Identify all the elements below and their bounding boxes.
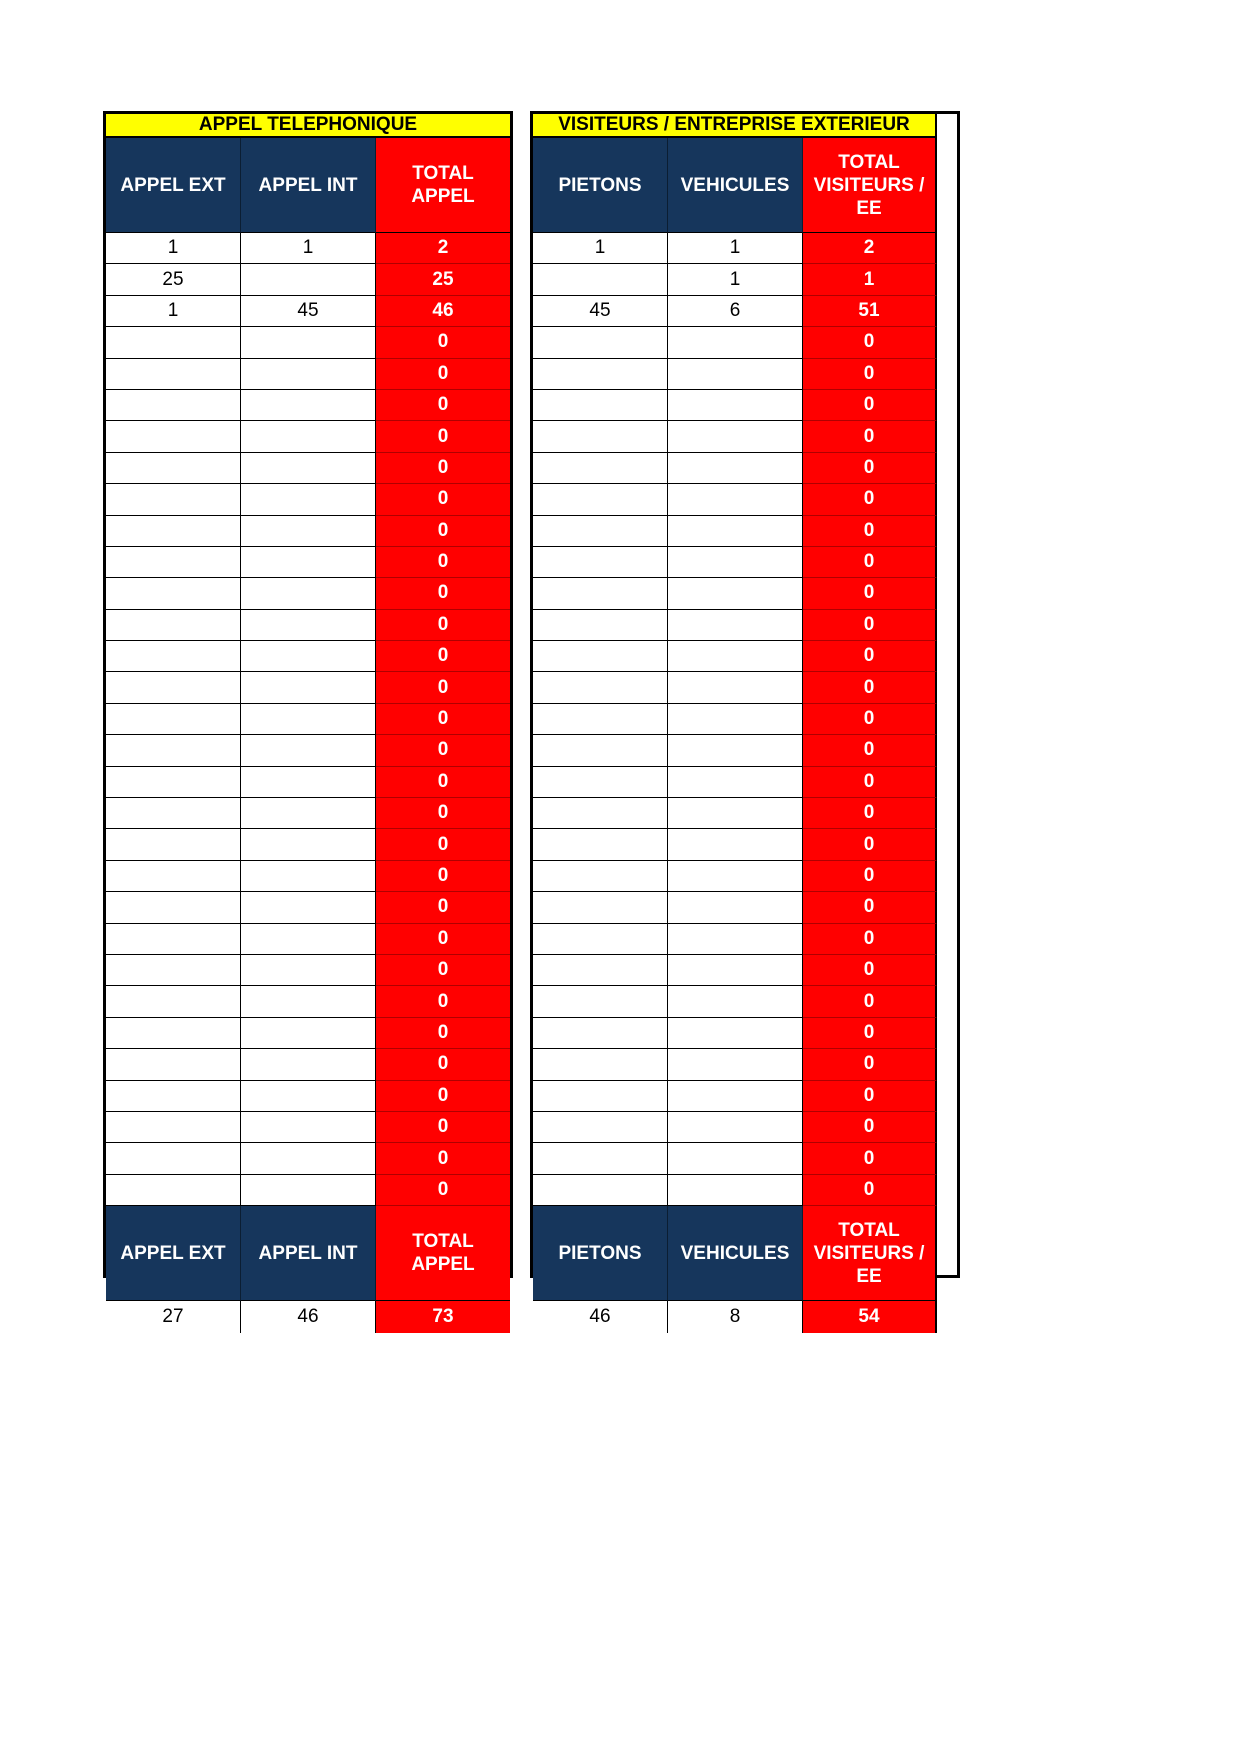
cell-total-visiteurs[interactable]: 0 xyxy=(803,798,937,829)
table-row xyxy=(106,986,510,1017)
cell-vehicules[interactable] xyxy=(668,892,803,923)
cell-appel-int[interactable] xyxy=(241,1081,376,1112)
cell-total-appel[interactable]: 0 xyxy=(376,986,510,1017)
visiteurs-totals-row xyxy=(533,1301,957,1333)
cell-pietons[interactable] xyxy=(533,516,668,547)
cell-total-appel[interactable]: 0 xyxy=(376,735,510,766)
appel-footer-header-row xyxy=(106,1206,510,1301)
header-appel-ext: APPEL EXT xyxy=(106,138,241,233)
table-row xyxy=(533,829,957,860)
cell-pietons[interactable] xyxy=(533,829,668,860)
visiteurs-table-title: VISITEURS / ENTREPRISE EXTERIEUR xyxy=(533,114,937,138)
total-appel-int[interactable]: 46 xyxy=(241,1301,376,1333)
table-row xyxy=(533,641,957,672)
cell-vehicules[interactable] xyxy=(668,327,803,358)
header-total-visiteurs: TOTAL VISITEURS / EE xyxy=(803,138,937,233)
cell-appel-int[interactable] xyxy=(241,798,376,829)
cell-total-appel[interactable]: 46 xyxy=(376,296,510,327)
cell-total-appel[interactable]: 0 xyxy=(376,421,510,452)
cell-total-visiteurs[interactable]: 0 xyxy=(803,421,937,452)
table-row xyxy=(106,892,510,923)
cell-appel-int[interactable] xyxy=(241,1049,376,1080)
cell-vehicules[interactable] xyxy=(668,484,803,515)
cell-appel-ext[interactable] xyxy=(106,610,241,641)
table-row xyxy=(106,547,510,578)
cell-vehicules[interactable] xyxy=(668,421,803,452)
cell-total-visiteurs[interactable]: 0 xyxy=(803,1081,937,1112)
table-row xyxy=(533,453,957,484)
table-row xyxy=(106,924,510,955)
cell-appel-ext[interactable] xyxy=(106,578,241,609)
table-row xyxy=(106,672,510,703)
cell-appel-int[interactable] xyxy=(241,390,376,421)
cell-total-appel[interactable]: 0 xyxy=(376,767,510,798)
cell-pietons[interactable] xyxy=(533,1081,668,1112)
cell-pietons[interactable] xyxy=(533,861,668,892)
cell-appel-ext[interactable] xyxy=(106,829,241,860)
table-row xyxy=(533,359,957,390)
cell-total-appel[interactable]: 0 xyxy=(376,672,510,703)
cell-total-visiteurs[interactable]: 51 xyxy=(803,296,937,327)
cell-vehicules[interactable] xyxy=(668,641,803,672)
table-row xyxy=(106,1049,510,1080)
cell-total-appel[interactable]: 0 xyxy=(376,892,510,923)
cell-appel-int[interactable] xyxy=(241,610,376,641)
total-appel-sum[interactable]: 73 xyxy=(376,1301,510,1333)
cell-total-appel[interactable]: 0 xyxy=(376,924,510,955)
cell-appel-ext[interactable] xyxy=(106,390,241,421)
cell-appel-ext[interactable]: 1 xyxy=(106,233,241,264)
table-row xyxy=(533,610,957,641)
cell-total-appel[interactable]: 0 xyxy=(376,327,510,358)
cell-pietons[interactable] xyxy=(533,704,668,735)
cell-total-visiteurs[interactable]: 0 xyxy=(803,453,937,484)
table-row xyxy=(106,453,510,484)
table-row xyxy=(106,578,510,609)
cell-pietons[interactable] xyxy=(533,986,668,1017)
appel-telephonique-table xyxy=(103,111,513,1328)
total-pietons[interactable]: 46 xyxy=(533,1301,668,1333)
cell-appel-int[interactable] xyxy=(241,1143,376,1174)
cell-total-appel[interactable]: 0 xyxy=(376,955,510,986)
cell-appel-int[interactable] xyxy=(241,516,376,547)
cell-appel-ext[interactable] xyxy=(106,924,241,955)
cell-appel-ext[interactable] xyxy=(106,861,241,892)
table-row xyxy=(533,421,957,452)
cell-appel-int[interactable] xyxy=(241,892,376,923)
table-row xyxy=(533,390,957,421)
table-row xyxy=(106,1018,510,1049)
cell-appel-ext[interactable] xyxy=(106,359,241,390)
cell-pietons[interactable] xyxy=(533,1112,668,1143)
cell-pietons[interactable] xyxy=(533,1018,668,1049)
cell-total-appel[interactable]: 0 xyxy=(376,1018,510,1049)
table-row xyxy=(106,484,510,515)
cell-total-visiteurs[interactable]: 0 xyxy=(803,641,937,672)
table-row xyxy=(106,1112,510,1143)
cell-total-appel[interactable]: 0 xyxy=(376,1143,510,1174)
table-row xyxy=(533,1018,957,1049)
cell-total-visiteurs[interactable]: 0 xyxy=(803,986,937,1017)
cell-vehicules[interactable]: 1 xyxy=(668,264,803,295)
cell-pietons[interactable] xyxy=(533,390,668,421)
cell-appel-int[interactable] xyxy=(241,359,376,390)
cell-appel-ext[interactable] xyxy=(106,1143,241,1174)
table-row xyxy=(533,1143,957,1174)
appel-table-title: APPEL TELEPHONIQUE xyxy=(106,114,510,138)
cell-total-visiteurs[interactable]: 0 xyxy=(803,704,937,735)
cell-total-visiteurs[interactable]: 0 xyxy=(803,610,937,641)
cell-appel-ext[interactable] xyxy=(106,516,241,547)
cell-total-appel[interactable]: 0 xyxy=(376,798,510,829)
cell-total-appel[interactable]: 0 xyxy=(376,578,510,609)
cell-appel-int[interactable] xyxy=(241,484,376,515)
cell-total-appel[interactable]: 0 xyxy=(376,1049,510,1080)
cell-appel-int[interactable] xyxy=(241,829,376,860)
cell-total-appel[interactable]: 0 xyxy=(376,829,510,860)
cell-vehicules[interactable] xyxy=(668,610,803,641)
cell-appel-ext[interactable] xyxy=(106,767,241,798)
cell-pietons[interactable] xyxy=(533,484,668,515)
cell-total-visiteurs[interactable]: 1 xyxy=(803,264,937,295)
table-row xyxy=(106,1175,510,1206)
footer-header-pietons: PIETONS xyxy=(533,1206,668,1301)
table-row xyxy=(106,421,510,452)
table-row xyxy=(533,1175,957,1206)
cell-vehicules[interactable] xyxy=(668,516,803,547)
header-appel-int: APPEL INT xyxy=(241,138,376,233)
cell-vehicules[interactable] xyxy=(668,1175,803,1206)
cell-total-visiteurs[interactable]: 0 xyxy=(803,547,937,578)
table-row xyxy=(106,390,510,421)
cell-appel-int[interactable] xyxy=(241,578,376,609)
appel-header-row xyxy=(106,138,510,233)
cell-appel-ext[interactable] xyxy=(106,986,241,1017)
table-row xyxy=(106,296,510,327)
cell-vehicules[interactable] xyxy=(668,798,803,829)
table-row xyxy=(533,547,957,578)
cell-appel-ext[interactable] xyxy=(106,955,241,986)
table-row xyxy=(106,610,510,641)
header-pietons: PIETONS xyxy=(533,138,668,233)
cell-vehicules[interactable] xyxy=(668,672,803,703)
cell-vehicules[interactable] xyxy=(668,735,803,766)
cell-total-appel[interactable]: 0 xyxy=(376,641,510,672)
cell-appel-int[interactable] xyxy=(241,547,376,578)
cell-vehicules[interactable] xyxy=(668,1081,803,1112)
cell-vehicules[interactable] xyxy=(668,359,803,390)
cell-appel-ext[interactable] xyxy=(106,798,241,829)
table-row xyxy=(533,798,957,829)
cell-vehicules[interactable] xyxy=(668,1143,803,1174)
cell-pietons[interactable] xyxy=(533,1049,668,1080)
cell-pietons[interactable] xyxy=(533,578,668,609)
cell-total-appel[interactable]: 0 xyxy=(376,359,510,390)
table-row xyxy=(533,672,957,703)
cell-pietons[interactable] xyxy=(533,264,668,295)
cell-total-appel[interactable]: 0 xyxy=(376,484,510,515)
cell-total-visiteurs[interactable]: 0 xyxy=(803,1175,937,1206)
cell-appel-int[interactable] xyxy=(241,1018,376,1049)
cell-vehicules[interactable] xyxy=(668,986,803,1017)
cell-total-visiteurs[interactable]: 0 xyxy=(803,1112,937,1143)
cell-total-visiteurs[interactable]: 2 xyxy=(803,233,937,264)
cell-vehicules[interactable] xyxy=(668,924,803,955)
table-row xyxy=(533,955,957,986)
total-visiteurs-sum[interactable]: 54 xyxy=(803,1301,937,1333)
table-row xyxy=(533,1049,957,1080)
table-row xyxy=(106,767,510,798)
cell-appel-int[interactable] xyxy=(241,924,376,955)
visiteurs-body xyxy=(533,233,957,1206)
table-row xyxy=(106,955,510,986)
table-row xyxy=(106,704,510,735)
cell-vehicules[interactable] xyxy=(668,578,803,609)
table-row xyxy=(106,1143,510,1174)
table-row xyxy=(106,861,510,892)
cell-appel-int[interactable] xyxy=(241,1112,376,1143)
cell-vehicules[interactable] xyxy=(668,861,803,892)
cell-vehicules[interactable] xyxy=(668,955,803,986)
cell-vehicules[interactable]: 1 xyxy=(668,233,803,264)
table-row xyxy=(106,641,510,672)
cell-total-appel[interactable]: 0 xyxy=(376,453,510,484)
cell-total-visiteurs[interactable]: 0 xyxy=(803,955,937,986)
table-row xyxy=(106,327,510,358)
table-row xyxy=(533,296,957,327)
cell-total-appel[interactable]: 2 xyxy=(376,233,510,264)
cell-total-visiteurs[interactable]: 0 xyxy=(803,1049,937,1080)
table-row xyxy=(106,233,510,264)
cell-total-appel[interactable]: 0 xyxy=(376,390,510,421)
cell-vehicules[interactable] xyxy=(668,390,803,421)
cell-total-visiteurs[interactable]: 0 xyxy=(803,578,937,609)
cell-pietons[interactable] xyxy=(533,798,668,829)
cell-appel-ext[interactable] xyxy=(106,1049,241,1080)
cell-pietons[interactable] xyxy=(533,547,668,578)
cell-pietons[interactable] xyxy=(533,892,668,923)
table-row xyxy=(533,735,957,766)
cell-pietons[interactable] xyxy=(533,672,668,703)
cell-appel-int[interactable]: 1 xyxy=(241,233,376,264)
cell-appel-ext[interactable] xyxy=(106,1112,241,1143)
footer-header-appel-ext: APPEL EXT xyxy=(106,1206,241,1301)
cell-appel-ext[interactable] xyxy=(106,1018,241,1049)
cell-total-visiteurs[interactable]: 0 xyxy=(803,1018,937,1049)
table-row xyxy=(533,861,957,892)
cell-total-visiteurs[interactable]: 0 xyxy=(803,829,937,860)
cell-appel-ext[interactable] xyxy=(106,704,241,735)
cell-appel-ext[interactable] xyxy=(106,1081,241,1112)
cell-pietons[interactable] xyxy=(533,955,668,986)
total-appel-ext[interactable]: 27 xyxy=(106,1301,241,1333)
cell-appel-ext[interactable] xyxy=(106,327,241,358)
cell-pietons[interactable]: 1 xyxy=(533,233,668,264)
cell-appel-int[interactable] xyxy=(241,453,376,484)
header-vehicules: VEHICULES xyxy=(668,138,803,233)
cell-total-visiteurs[interactable]: 0 xyxy=(803,1143,937,1174)
cell-vehicules[interactable] xyxy=(668,547,803,578)
cell-appel-ext[interactable] xyxy=(106,453,241,484)
cell-total-visiteurs[interactable]: 0 xyxy=(803,390,937,421)
cell-pietons[interactable] xyxy=(533,610,668,641)
visiteurs-table xyxy=(530,111,960,1328)
footer-header-total-visiteurs: TOTAL VISITEURS / EE xyxy=(803,1206,937,1301)
cell-appel-int[interactable] xyxy=(241,641,376,672)
cell-pietons[interactable] xyxy=(533,924,668,955)
cell-vehicules[interactable] xyxy=(668,704,803,735)
table-row xyxy=(533,986,957,1017)
table-row xyxy=(106,798,510,829)
cell-total-appel[interactable]: 0 xyxy=(376,704,510,735)
cell-appel-ext[interactable] xyxy=(106,735,241,766)
cell-appel-ext[interactable] xyxy=(106,1175,241,1206)
cell-total-visiteurs[interactable]: 0 xyxy=(803,892,937,923)
cell-vehicules[interactable]: 6 xyxy=(668,296,803,327)
cell-appel-int[interactable] xyxy=(241,955,376,986)
cell-vehicules[interactable] xyxy=(668,1112,803,1143)
cell-pietons[interactable] xyxy=(533,359,668,390)
table-row xyxy=(533,484,957,515)
cell-vehicules[interactable] xyxy=(668,453,803,484)
cell-appel-int[interactable] xyxy=(241,421,376,452)
table-row xyxy=(533,578,957,609)
table-row xyxy=(106,829,510,860)
cell-pietons[interactable] xyxy=(533,1143,668,1174)
appel-totals-row xyxy=(106,1301,510,1333)
cell-total-visiteurs[interactable]: 0 xyxy=(803,924,937,955)
cell-total-visiteurs[interactable]: 0 xyxy=(803,516,937,547)
visiteurs-footer-header-row xyxy=(533,1206,957,1301)
cell-appel-int[interactable] xyxy=(241,672,376,703)
cell-appel-int[interactable] xyxy=(241,327,376,358)
cell-appel-ext[interactable] xyxy=(106,484,241,515)
cell-appel-ext[interactable] xyxy=(106,892,241,923)
table-row xyxy=(106,516,510,547)
table-row xyxy=(533,892,957,923)
cell-total-visiteurs[interactable]: 0 xyxy=(803,359,937,390)
table-row xyxy=(106,359,510,390)
cell-total-appel[interactable]: 0 xyxy=(376,1112,510,1143)
table-row xyxy=(533,516,957,547)
cell-appel-ext[interactable] xyxy=(106,641,241,672)
table-row xyxy=(533,264,957,295)
cell-pietons[interactable] xyxy=(533,421,668,452)
cell-appel-int[interactable] xyxy=(241,704,376,735)
cell-appel-ext[interactable] xyxy=(106,672,241,703)
cell-pietons[interactable] xyxy=(533,1175,668,1206)
cell-vehicules[interactable] xyxy=(668,1049,803,1080)
cell-appel-int[interactable] xyxy=(241,1175,376,1206)
cell-total-visiteurs[interactable]: 0 xyxy=(803,735,937,766)
table-row xyxy=(533,767,957,798)
table-row xyxy=(533,327,957,358)
spreadsheet xyxy=(103,111,960,1328)
cell-total-appel[interactable]: 0 xyxy=(376,516,510,547)
cell-appel-int[interactable] xyxy=(241,767,376,798)
cell-pietons[interactable] xyxy=(533,735,668,766)
cell-pietons[interactable]: 45 xyxy=(533,296,668,327)
cell-vehicules[interactable] xyxy=(668,1018,803,1049)
table-row xyxy=(533,1112,957,1143)
footer-header-appel-int: APPEL INT xyxy=(241,1206,376,1301)
cell-total-appel[interactable]: 0 xyxy=(376,547,510,578)
cell-appel-ext[interactable]: 25 xyxy=(106,264,241,295)
table-row xyxy=(106,735,510,766)
visiteurs-header-row xyxy=(533,138,957,233)
cell-total-visiteurs[interactable]: 0 xyxy=(803,672,937,703)
header-total-appel: TOTAL APPEL xyxy=(376,138,510,233)
cell-pietons[interactable] xyxy=(533,767,668,798)
cell-appel-int[interactable] xyxy=(241,861,376,892)
cell-total-appel[interactable]: 0 xyxy=(376,1081,510,1112)
cell-appel-ext[interactable]: 1 xyxy=(106,296,241,327)
cell-appel-int[interactable]: 45 xyxy=(241,296,376,327)
cell-total-appel[interactable]: 0 xyxy=(376,861,510,892)
cell-pietons[interactable] xyxy=(533,327,668,358)
cell-total-visiteurs[interactable]: 0 xyxy=(803,767,937,798)
table-row xyxy=(533,704,957,735)
cell-total-appel[interactable]: 0 xyxy=(376,610,510,641)
cell-appel-ext[interactable] xyxy=(106,547,241,578)
table-row xyxy=(106,264,510,295)
footer-header-vehicules: VEHICULES xyxy=(668,1206,803,1301)
cell-appel-int[interactable] xyxy=(241,735,376,766)
footer-header-total-appel: TOTAL APPEL xyxy=(376,1206,510,1301)
cell-pietons[interactable] xyxy=(533,453,668,484)
cell-total-visiteurs[interactable]: 0 xyxy=(803,327,937,358)
table-row xyxy=(533,924,957,955)
cell-vehicules[interactable] xyxy=(668,829,803,860)
table-row xyxy=(106,1081,510,1112)
cell-appel-int[interactable] xyxy=(241,264,376,295)
cell-total-visiteurs[interactable]: 0 xyxy=(803,484,937,515)
cell-pietons[interactable] xyxy=(533,641,668,672)
cell-vehicules[interactable] xyxy=(668,767,803,798)
total-vehicules[interactable]: 8 xyxy=(668,1301,803,1333)
cell-appel-ext[interactable] xyxy=(106,421,241,452)
cell-appel-int[interactable] xyxy=(241,986,376,1017)
cell-total-appel[interactable]: 25 xyxy=(376,264,510,295)
cell-total-visiteurs[interactable]: 0 xyxy=(803,861,937,892)
table-row xyxy=(533,1081,957,1112)
appel-body xyxy=(106,233,510,1206)
table-row xyxy=(533,233,957,264)
cell-total-appel[interactable]: 0 xyxy=(376,1175,510,1206)
